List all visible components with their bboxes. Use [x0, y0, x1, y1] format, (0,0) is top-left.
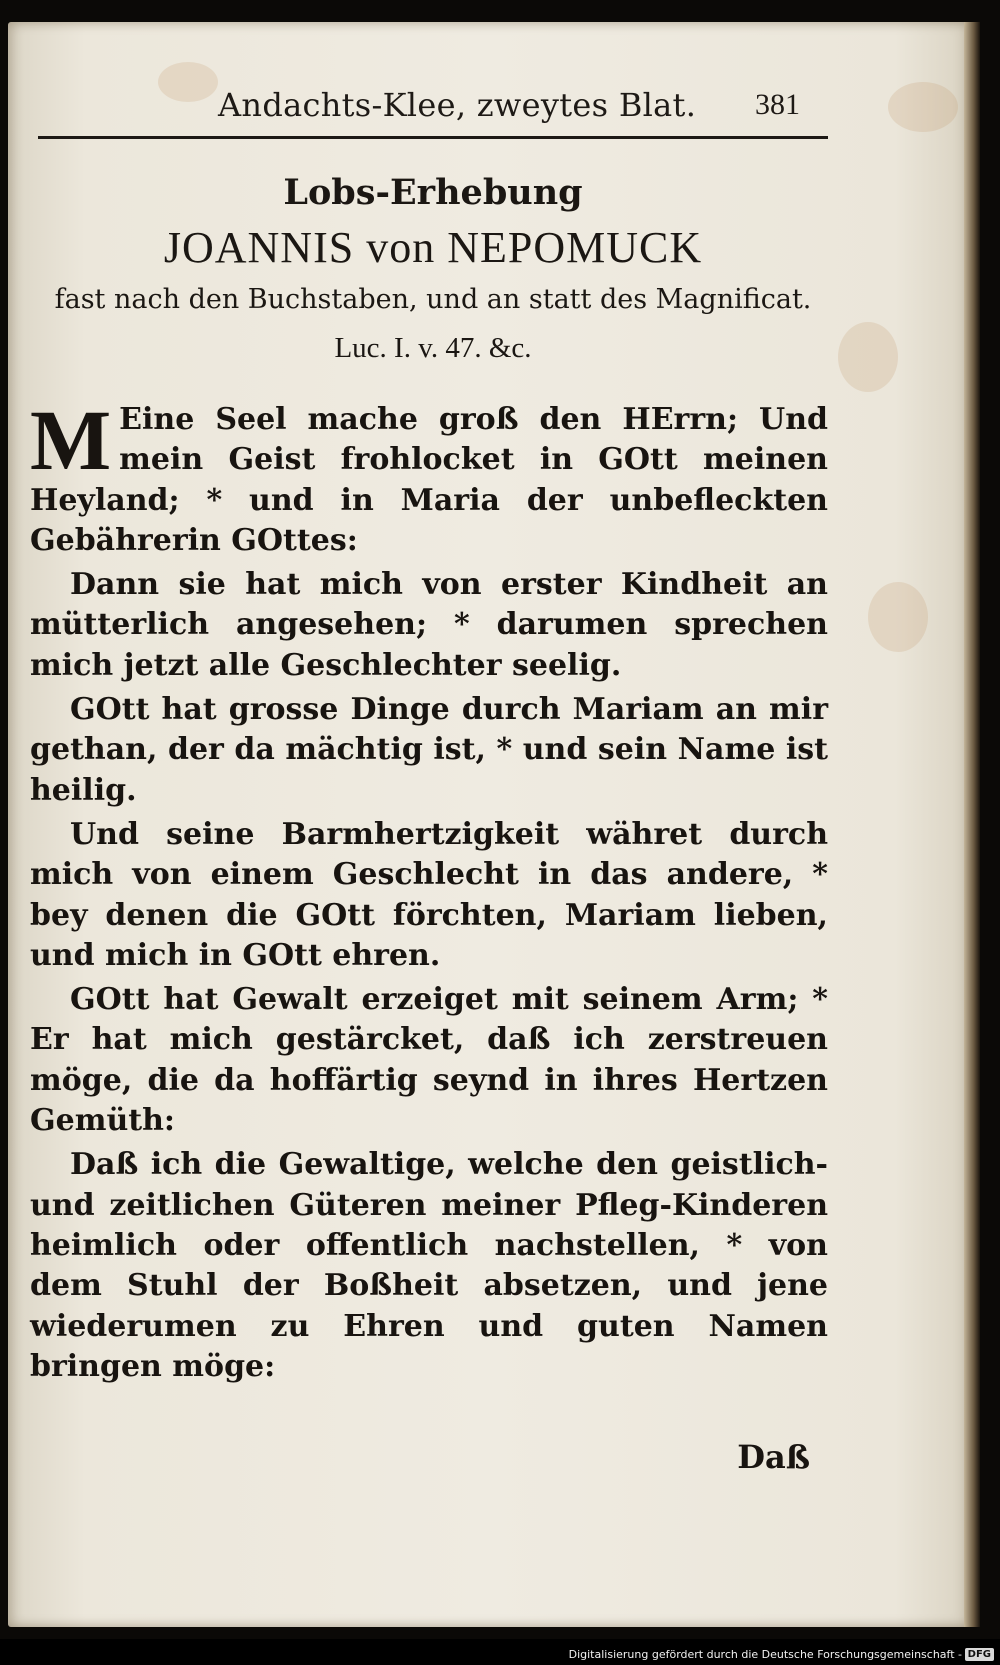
paragraph-text: Eine Seel mache groß den HErrn; Und mein Geist frohlocket in GOtt meinen Heyland; * und in Maria der unbefleckten Gebährerin GOttes: [30, 402, 828, 558]
title-line-2: JOANNIS von NEPOMUCK [163, 223, 703, 272]
paragraph: Und seine Barmhertzigkeit währet durch mich von einem Geschlecht in das andere, * bey denen die GOtt förchten, Mariam lieben, und mich in GOtt ehren. [30, 816, 828, 973]
paper-stain [838, 322, 898, 392]
paragraph: GOtt hat Gewalt erzeiget mit seinem Arm; * Er hat mich gestärcket, daß ich zerstreuen möge, die da hoffärtig seynd in ihres Hertzen Gemüth: [30, 982, 828, 1139]
title-line-4: Luc. I. v. 47. &c. [334, 332, 532, 364]
running-header [38, 82, 828, 139]
page-number: 381 [755, 88, 800, 121]
catchword: Daß [737, 1438, 810, 1476]
paragraph: Dann sie hat mich von erster Kindheit an mütterlich angesehen; * darumen sprechen mich jetzt alle Geschlechter seelig. [30, 567, 828, 683]
paragraph [30, 392, 828, 561]
footer-bar [0, 1639, 1000, 1665]
dfg-logo: DFG [965, 1648, 994, 1661]
paragraph: GOtt hat grosse Dinge durch Mariam an mir gethan, der da mächtig ist, * und sein Name ist heilig. [30, 692, 828, 808]
body-text [30, 392, 828, 1391]
paper-stain [888, 82, 958, 132]
title-line-1: Lobs-Erhebung [283, 172, 583, 213]
running-title: Andachts-Klee, zweytes Blat. [218, 86, 697, 124]
paper-stain [868, 582, 928, 652]
page-gutter [964, 22, 980, 1627]
title-block [38, 168, 828, 374]
drop-cap: M [30, 392, 112, 488]
footer-credit: Digitalisierung gefördert durch die Deutsche Forschungsgemeinschaft - [568, 1648, 962, 1661]
paragraph: Daß ich die Gewaltige, welche den geistlich- und zeitlichen Güteren meiner Pfleg-Kinderen heimlich oder offentlich nachstellen, * von dem Stuhl der Boßheit absetzen, und jene wiederumen zu Ehren und guten Namen bringen möge: [30, 1147, 828, 1384]
title-line-3: fast nach den Buchstaben, und an statt des Magnificat. [54, 284, 812, 315]
